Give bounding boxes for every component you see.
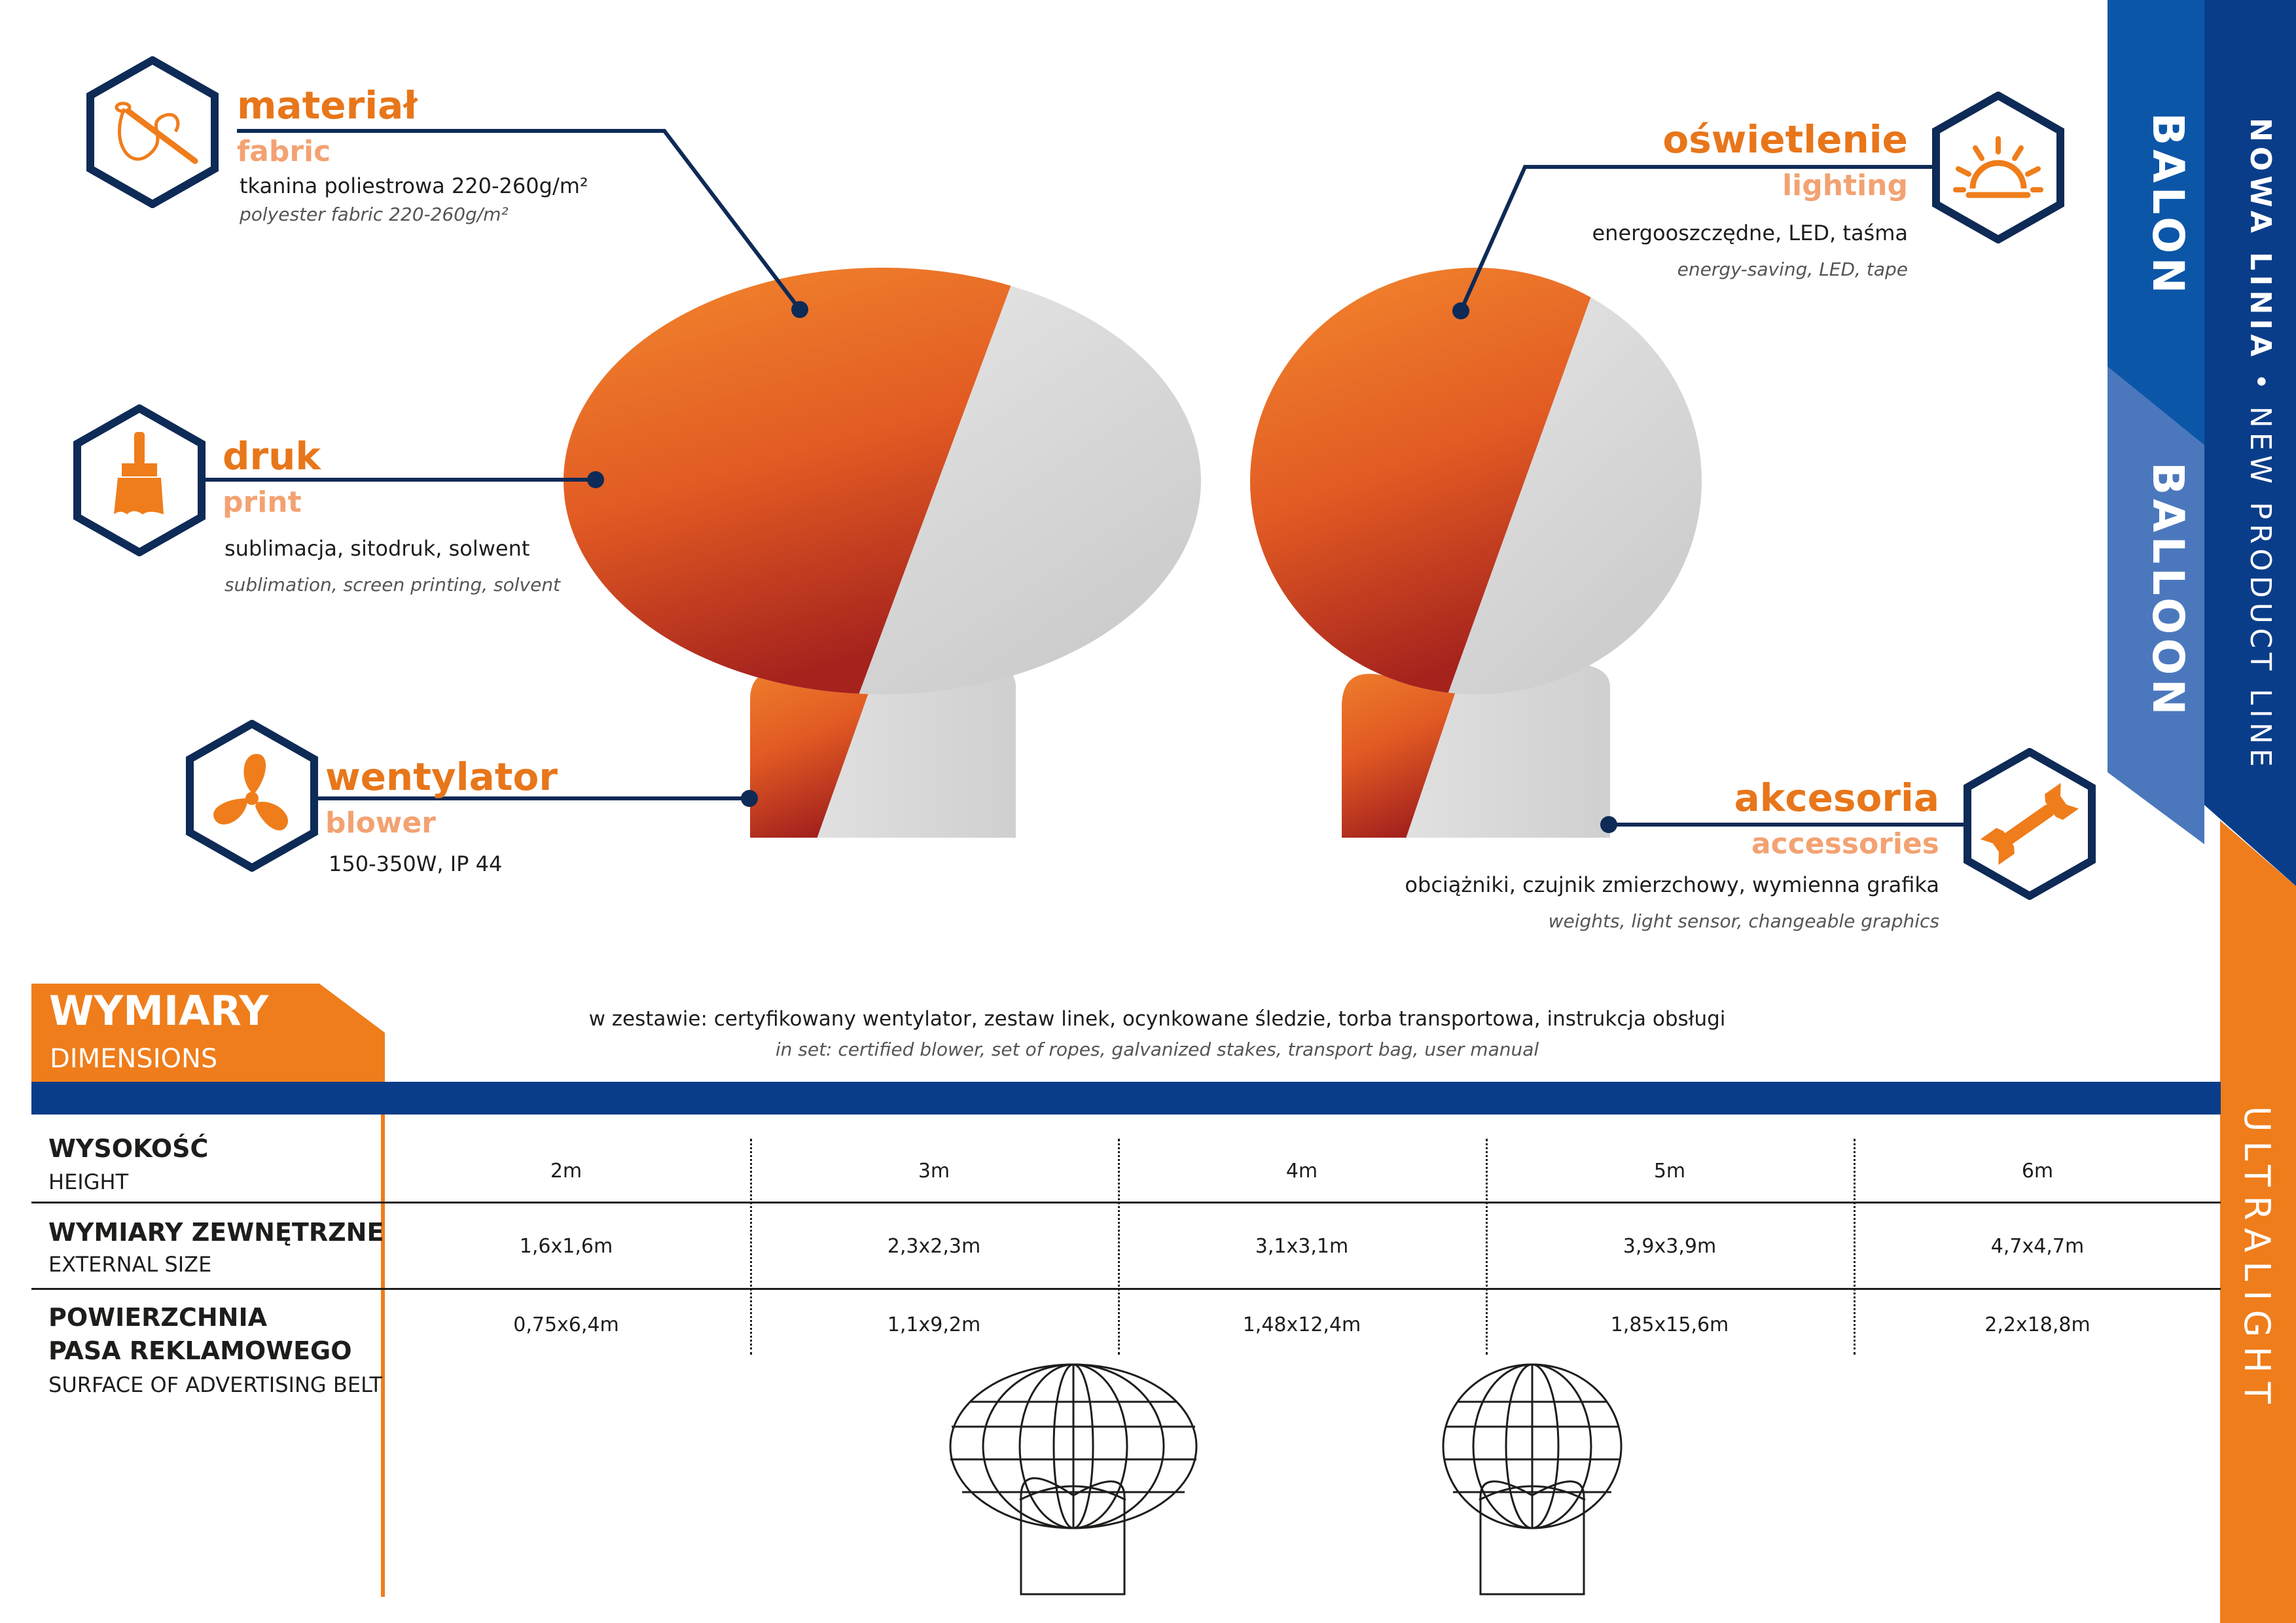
feature-description-en: energy-saving, LED, tape bbox=[1677, 259, 1908, 280]
cell-height-6m: 6m bbox=[2021, 1160, 2054, 1183]
cell-external-size: 3,1x3,1m bbox=[1255, 1235, 1349, 1258]
series-label-en: NEW PRODUCT LINE bbox=[2244, 406, 2277, 772]
kit-contents-pl: w zestawie: certyfikowany wentylator, zestaw linek, ocynkowane śledzie, torba transportowa, instrukcja obsługi bbox=[588, 1007, 1726, 1031]
cell-height-2m: 2m bbox=[550, 1160, 583, 1183]
table-row-separator bbox=[31, 1288, 2221, 1290]
series-label bbox=[2244, 118, 2277, 772]
kit-contents-en: in set: certified blower, set of ropes, galvanized stakes, transport bag, user manual bbox=[775, 1039, 1539, 1060]
feature-description-pl: energooszczędne, LED, taśma bbox=[1592, 221, 1908, 245]
feature-subtitle: blower bbox=[325, 806, 436, 840]
feature-description-pl: tkanina poliestrowa 220-260g/m² bbox=[240, 173, 588, 198]
cell-external-size: 3,9x3,9m bbox=[1623, 1235, 1717, 1258]
needle-thread-icon bbox=[84, 56, 221, 208]
table-vertical-rule bbox=[381, 1115, 385, 1597]
feature-subtitle: print bbox=[223, 486, 302, 519]
row-label-en: SURFACE OF ADVERTISING BELT bbox=[48, 1372, 383, 1397]
product-name-en: BALLOON bbox=[2143, 462, 2193, 719]
balloon-wide-line-drawing bbox=[942, 1361, 1204, 1597]
cell-belt-surface: 1,48x12,4m bbox=[1242, 1313, 1361, 1336]
row-label-en: EXTERNAL SIZE bbox=[48, 1252, 212, 1277]
dimensions-title: WYMIARY bbox=[49, 987, 269, 1035]
product-name-pl: BALON bbox=[2143, 113, 2193, 298]
row-label-en: HEIGHT bbox=[48, 1169, 129, 1194]
feature-title: wentylator bbox=[325, 755, 558, 799]
cell-height-4m: 4m bbox=[1285, 1160, 1318, 1183]
cell-height-3m: 3m bbox=[918, 1160, 950, 1183]
paint-brush-icon bbox=[71, 404, 208, 556]
feature-description-pl: 150-350W, IP 44 bbox=[329, 851, 503, 876]
cell-belt-surface: 2,2x18,8m bbox=[1984, 1313, 2090, 1336]
row-label-pl: POWIERZCHNIA PASA REKLAMOWEGO bbox=[48, 1303, 352, 1366]
cell-external-size: 4,7x4,7m bbox=[1990, 1235, 2085, 1258]
balloon-narrow-line-drawing bbox=[1437, 1361, 1627, 1597]
balloon-b-head bbox=[1244, 262, 1715, 707]
dimensions-subtitle: DIMENSIONS bbox=[50, 1044, 218, 1074]
feature-description-pl: obciążniki, czujnik zmierzchowy, wymienna grafika bbox=[1405, 872, 1939, 897]
series-label-pl: NOWA LINIA bbox=[2244, 118, 2277, 361]
fan-icon bbox=[183, 720, 321, 872]
table-row-separator bbox=[31, 1202, 2221, 1204]
sun-icon bbox=[1929, 92, 2067, 243]
cell-belt-surface: 1,1x9,2m bbox=[887, 1313, 981, 1336]
separator-dot: • bbox=[2244, 372, 2277, 395]
feature-description-en: sublimation, screen printing, solvent bbox=[224, 574, 561, 596]
cell-belt-surface: 1,85x15,6m bbox=[1610, 1313, 1729, 1336]
row-label-pl: WYSOKOŚĆ bbox=[48, 1134, 209, 1163]
feature-subtitle: accessories bbox=[1751, 827, 1939, 861]
feature-description-en: weights, light sensor, changeable graphics bbox=[1548, 910, 1939, 932]
feature-description-en: polyester fabric 220-260g/m² bbox=[240, 204, 509, 225]
feature-subtitle: lighting bbox=[1782, 169, 1908, 202]
feature-description-pl: sublimacja, sitodruk, solwent bbox=[224, 536, 530, 561]
dimensions-divider-bar bbox=[31, 1082, 2221, 1115]
feature-title: materiał bbox=[237, 83, 418, 128]
feature-title: oświetlenie bbox=[1662, 117, 1908, 162]
feature-subtitle: fabric bbox=[237, 135, 331, 168]
feature-title: druk bbox=[223, 434, 321, 478]
variant-label: ULTRALIGHT bbox=[2236, 1106, 2278, 1413]
feature-title: akcesoria bbox=[1734, 776, 1939, 820]
wrench-icon bbox=[1961, 748, 2098, 900]
cell-height-5m: 5m bbox=[1653, 1160, 1686, 1183]
row-label-pl: WYMIARY ZEWNĘTRZNE bbox=[48, 1218, 384, 1247]
cell-belt-surface: 0,75x6,4m bbox=[513, 1313, 619, 1336]
cell-external-size: 2,3x2,3m bbox=[887, 1235, 981, 1258]
balloon-a-head bbox=[556, 262, 1211, 707]
cell-external-size: 1,6x1,6m bbox=[519, 1235, 613, 1258]
